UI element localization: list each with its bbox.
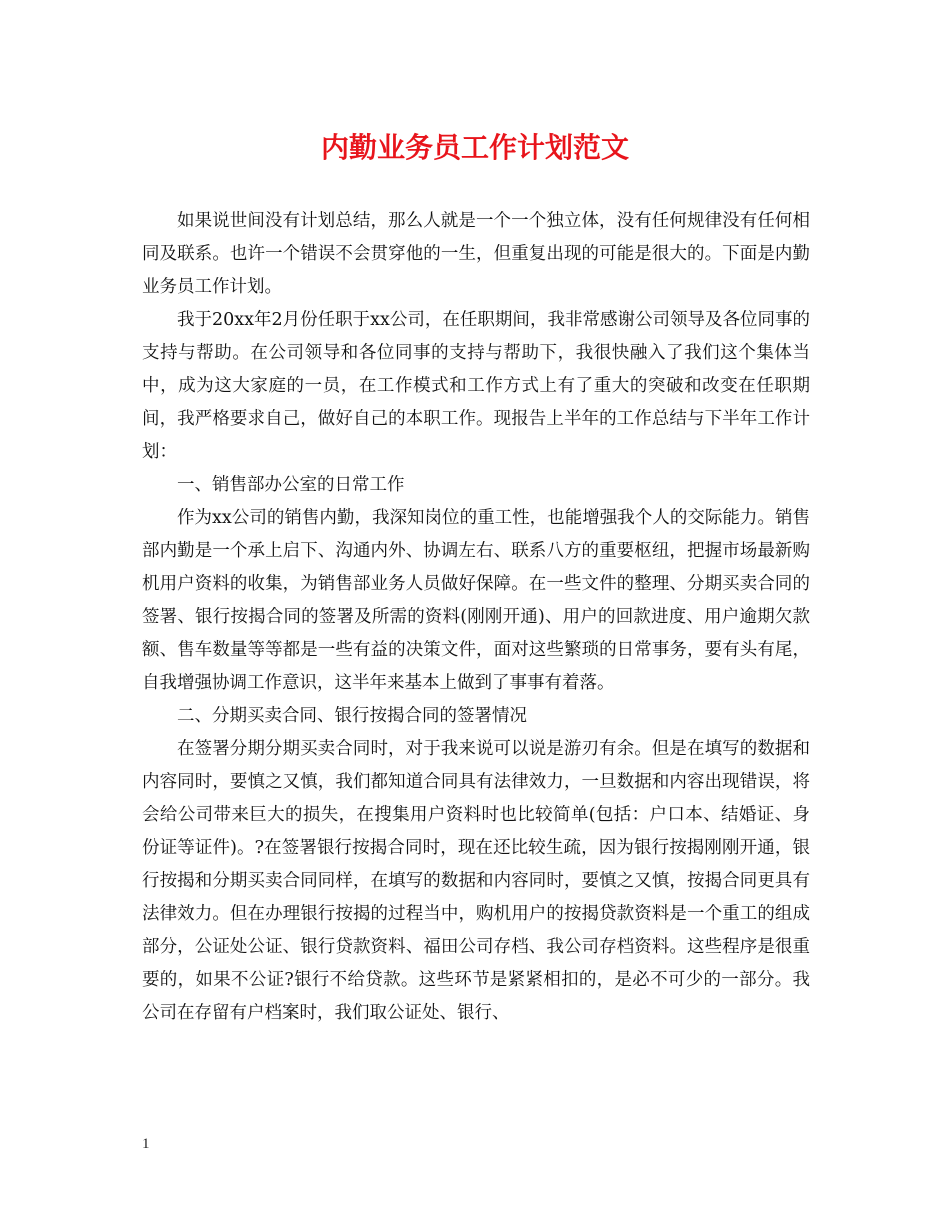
section-heading-daily-work: 一、销售部办公室的日常工作: [177, 475, 405, 495]
paragraph-contracts: 在签署分期分期买卖合同时，对于我来说可以说是游刃有余。但是在填写的数据和内容同时，要慎之又慎，我们都知道合同具有法律效力，一旦数据和内容出现错误，将会给公司带来巨大的损失，在搜集用户资料时也比较简单(包括：户口本、结婚证、身份证等证件)。?在签署银行按揭合同时，现在还比较生疏，因为银行按揭刚刚开通，银行按揭和分期买卖合同同样，在填写的数据和内容同时，要慎之又慎，按揭合同更具有法律效力。但在办理银行按揭的过程当中，购机用户的按揭贷款资料是一个重工的组成部分，公证处公证、银行贷款资料、福田公司存档、我公司存档资料。这些程序是很重要的，如果不公证?银行不给贷款。这些环节是紧紧相扣的，是必不可少的一部分。我公司在存留有户档案时，我们取公证处、银行、: [142, 739, 810, 1023]
page-number: 1: [142, 1136, 150, 1152]
paragraph-daily-work: 作为xx公司的销售内勤，我深知岗位的重工性，也能增强我个人的交际能力。销售部内勤是一个承上启下、沟通内外、协调左右、联系八方的重要枢纽，把握市场最新购机用户资料的收集，为销售部业务人员做好保障。在一些文件的整理、分期买卖合同的签署、银行按揭合同的签署及所需的资料(刚刚开通)、用户的回款进度、用户逾期欠款额、售车数量等等都是一些有益的决策文件，面对这些繁琐的日常事务，要有头有尾，自我增强协调工作意识，这半年来基本上做到了事事有着落。: [142, 508, 810, 693]
paragraph-intro: 如果说世间没有计划总结，那么人就是一个一个独立体，没有任何规律没有任何相同及联系。也许一个错误不会贯穿他的一生，但重复出现的可能是很大的。下面是内勤业务员工作计划。: [142, 211, 810, 297]
paragraph-employment: 我于20xx年2月份任职于xx公司，在任职期间，我非常感谢公司领导及各位同事的支持与帮助。在公司领导和各位同事的支持与帮助下，我很快融入了我们这个集体当中，成为这大家庭的一员，在工作模式和工作方式上有了重大的突破和改变在任职期间，我严格要求自己，做好自己的本职工作。现报告上半年的工作总结与下半年工作计划：: [142, 310, 810, 462]
document-title: 内勤业务员工作计划范文: [320, 131, 629, 164]
document-body: [142, 205, 810, 1030]
section-heading-contracts: 二、分期买卖合同、银行按揭合同的签署情况: [177, 706, 527, 726]
